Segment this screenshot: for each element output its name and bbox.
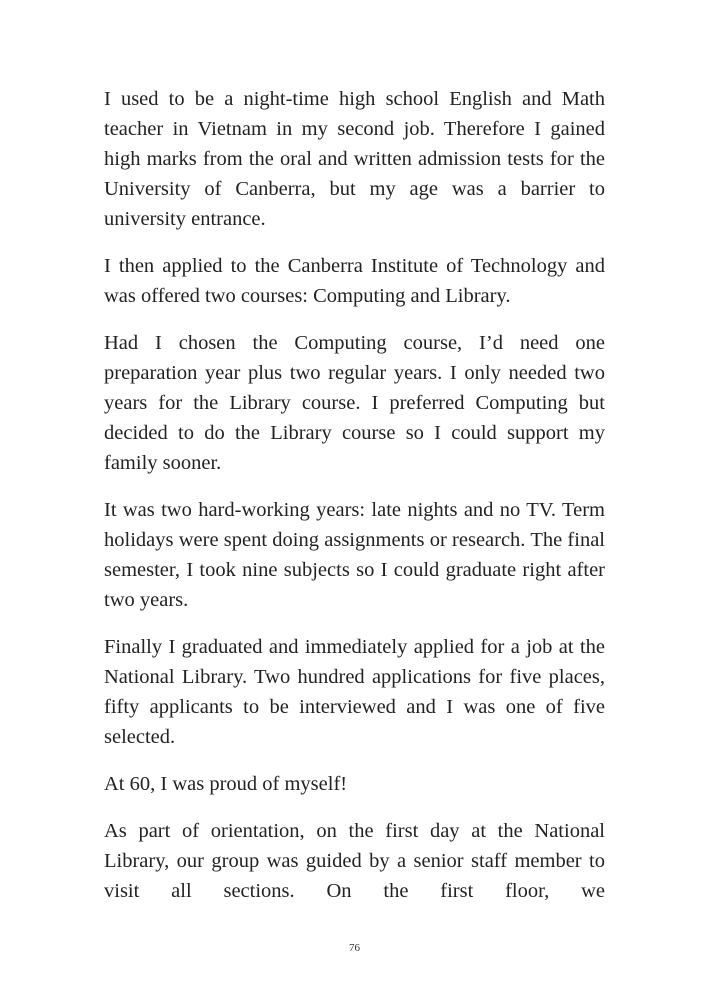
- paragraph-6: At 60, I was proud of myself!: [104, 773, 348, 795]
- paragraph-7: As part of orientation, on the first day at the National Library, our group was guided by a senior staff member to visit all sections. On the first floor, we: [104, 820, 605, 902]
- paragraph-1: I used to be a night-time high school English and Math teacher in Vietnam in my second job. Therefore I gained high marks from the oral and written admission tests for the University of Canberra, but my age was a barrier to university entrance.: [104, 88, 605, 230]
- page-number: 76: [349, 942, 360, 954]
- paragraph-4: It was two hard-working years: late nights and no TV. Term holidays were spent doing assignments or research. The final semester, I took nine subjects so I could graduate right after two years.: [104, 499, 605, 611]
- paragraph-3: Had I chosen the Computing course, I’d need one preparation year plus two regular years. I only needed two years for the Library course. I preferred Computing but decided to do the Library course so I could support my family sooner.: [104, 332, 605, 474]
- paragraph-5: Finally I graduated and immediately applied for a job at the National Library. Two hundred applications for five places, fifty applicants to be interviewed and I was one of five selected.: [104, 636, 605, 748]
- body-text: [104, 84, 605, 923]
- paragraph-2: I then applied to the Canberra Institute of Technology and was offered two courses: Computing and Library.: [104, 255, 605, 307]
